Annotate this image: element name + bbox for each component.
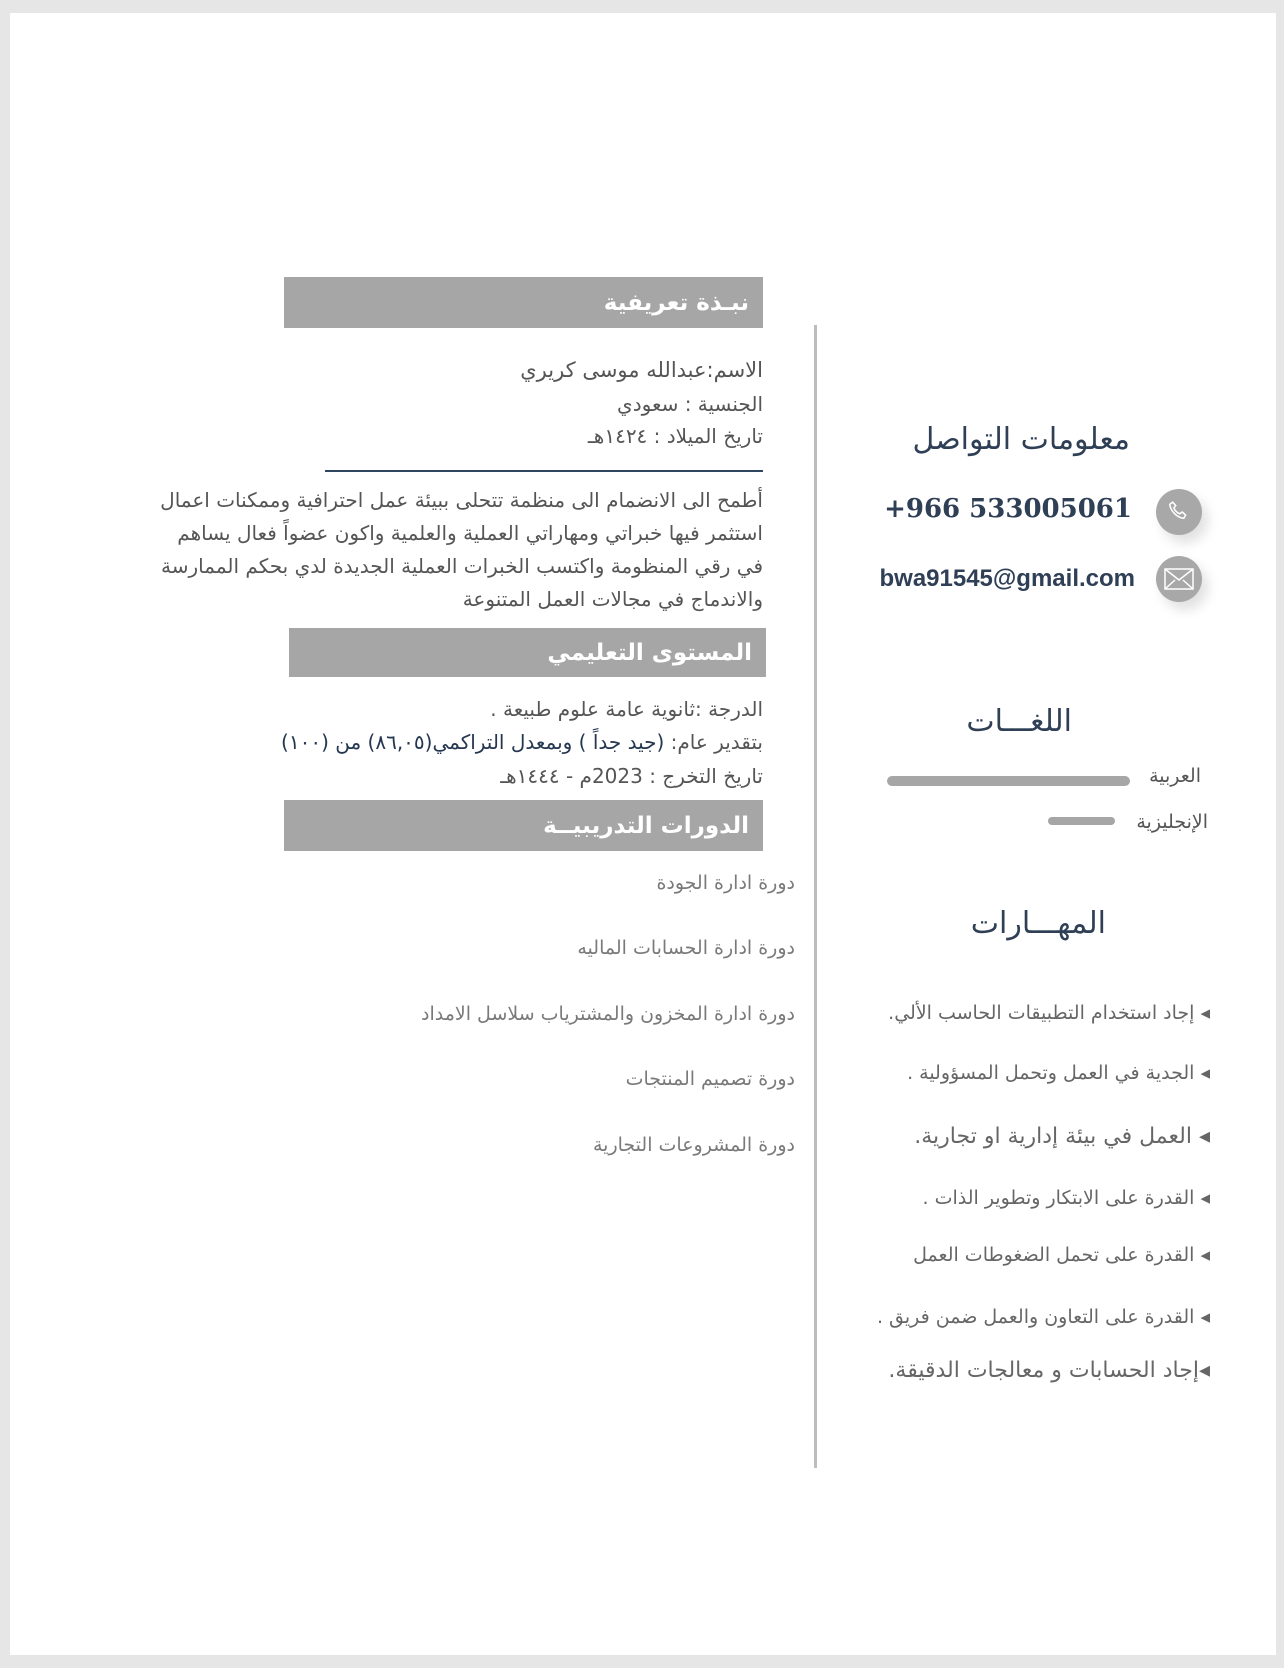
grade-label: بتقدير عام: [664, 730, 763, 754]
course-item: دورة ادارة المخزون والمشترياب سلاسل الامداد [421, 1003, 795, 1025]
graduation-line: تاريخ التخرج : 2023م - ١٤٤٤هـ [500, 764, 763, 788]
skill-item: ◂ إجاد استخدام التطبيقات الحاسب الألي. [888, 1002, 1210, 1024]
course-item: دورة ادارة الجودة [656, 872, 795, 894]
skill-item: ◂إجاد الحسابات و معالجات الدقيقة. [888, 1358, 1210, 1383]
skill-item: ◂ القدرة على الابتكار وتطوير الذات . [922, 1187, 1210, 1209]
education-header: المستوى التعليمي [289, 628, 766, 677]
skill-item: ◂ الجدية في العمل وتحمل المسؤولية . [907, 1062, 1210, 1084]
courses-header: الدورات التدريبيــة [284, 800, 763, 851]
language-label-english: الإنجليزية [1136, 811, 1208, 833]
skills-title: المهـــارات [970, 906, 1106, 941]
email-address[interactable]: bwa91545@gmail.com [879, 565, 1135, 592]
skill-item: ◂ القدرة على تحمل الضغوطات العمل [913, 1244, 1210, 1266]
profile-separator [325, 470, 763, 472]
grade-value: (جيد جداً ) وبمعدل التراكمي(٨٦,٠٥) من (١٠٠) [281, 730, 665, 754]
grade-line [281, 726, 763, 759]
language-label-arabic: العربية [1149, 765, 1201, 787]
contact-title: معلومات التواصل [912, 422, 1130, 457]
skill-item: ◂ القدرة على التعاون والعمل ضمن فريق . [876, 1306, 1210, 1328]
course-item: دورة المشروعات التجارية [592, 1134, 795, 1156]
phone-number[interactable]: +966 533005061 [884, 494, 1132, 524]
course-item: دورة تصميم المنتجات [625, 1068, 795, 1090]
language-level-english [1048, 817, 1115, 825]
language-level-arabic [887, 776, 1130, 786]
objective-line: والاندماج في مجالات العمل المتنوعة [462, 587, 763, 611]
birth-line: تاريخ الميلاد : ١٤٢٤هـ [587, 424, 763, 448]
degree-line: الدرجة :ثانوية عامة علوم طبيعة . [490, 697, 763, 721]
nationality-line: الجنسية : سعودي [617, 392, 763, 416]
objective-line: في رقي المنظومة واكتسب الخبرات العملية الجديدة لدي بحكم الممارسة [161, 554, 763, 578]
skill-item: ◂ العمل في بيئة إدارية او تجارية. [914, 1124, 1210, 1149]
envelope-icon [1156, 556, 1202, 602]
languages-title: اللغـــات [966, 704, 1072, 739]
course-item: دورة ادارة الحسابات الماليه [577, 937, 795, 959]
name-line: الاسم:عبدالله موسى كريري [520, 358, 763, 382]
objective-line: أطمح الى الانضمام الى منظمة تتحلى ببيئة عمل احترافية وممكنات اعمال [160, 488, 763, 512]
objective-line: استثمر فيها خبراتي ومهاراتي العملية والعلمية واكون عضواً فعال يساهم [177, 521, 763, 545]
column-divider [814, 325, 817, 1468]
profile-header: نبـذة تعريفية [284, 277, 763, 328]
phone-icon [1156, 489, 1202, 535]
